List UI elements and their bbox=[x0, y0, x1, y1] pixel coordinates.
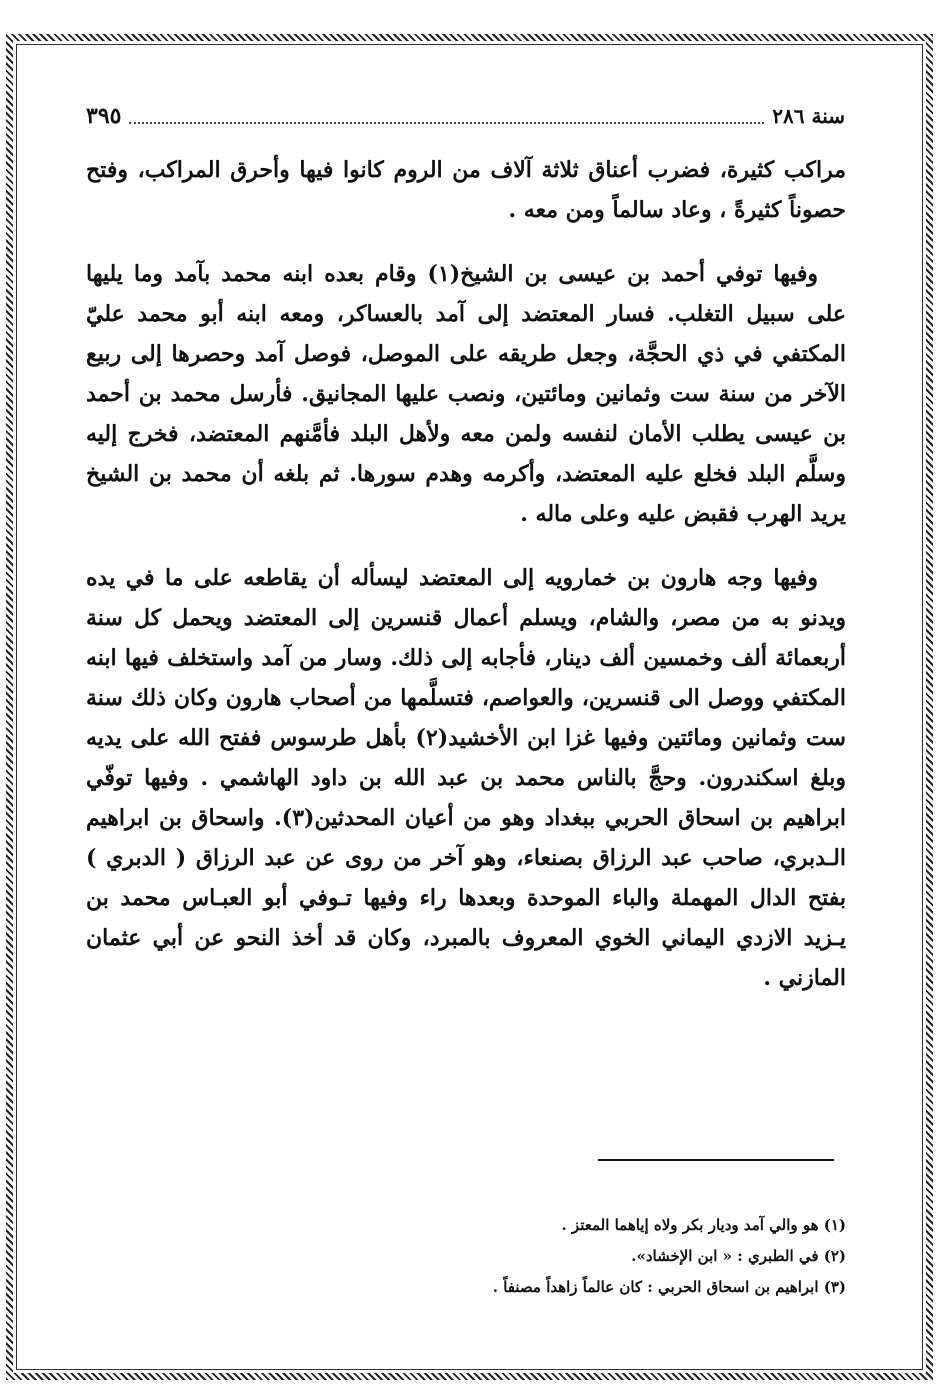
footnote-2: (٢) في الطبري : « ابن الإخشاد». bbox=[631, 1247, 846, 1265]
page-header bbox=[86, 96, 845, 136]
header-dotted-leader bbox=[129, 108, 764, 124]
paragraph-1: مراكب كثيرة، فضرب أعناق ثلاثة آلاف من الروم كانوا فيها وأحرق المراكب، وفتح حصوناً كثيرةً ، وعاد سالماً ومن معه . bbox=[86, 157, 846, 223]
footnote-1: (١) هو والي آمد وديار بكر ولاه إياهما المعتز . bbox=[561, 1216, 846, 1234]
main-text bbox=[86, 150, 846, 1022]
paragraph-3: وفيها وجه هارون بن خمارويه إلى المعتضد ليسأله أن يقاطعه على ما في يده ويدنو به من مصر، والشام، ويسلم أعمال قنسرين إلى المعتضد ويحمل كل سنة أربعمائة ألف وخمسين ألف دينار، فأجابه إلى ذلك. وسار من آمد واستخلف فيها ابنه المكتفي ووصل الى قنسرين، والعواصم، فتسلَّمها من أصحاب هارون وكان ذلك سنة ست وثمانين ومائتين وفيها غزا ابن الأخشيد(٢) بأهل طرسوس ففتح الله على يديه وبلغ اسكندرون. وحجَّ بالناس محمد بن عبد الله بن داود الهاشمي . وفيها توفّي ابراهيم بن اسحاق الحربي ببغداد وهو من أعيان المحدثين(٣). واسحاق بن ابراهيم الـدبري، صاحب عبد الرزاق بصنعاء، وهو آخر من روى عن عبد الرزاق ( الدبري ) بفتح الدال المهملة والباء الموحدة وبعدها راء وفيها تـوفي أبو العبـاس محمد بن يـزيد الازدي اليماني الخوي المعروف بالمبرد، وكان قد أخذ النحو عن أبي عثمان المازني . bbox=[86, 565, 846, 991]
footnote-separator bbox=[598, 1159, 834, 1161]
page-number: ٣٩٥ bbox=[86, 103, 122, 129]
footnote-3: (٣) ابراهيم بن اسحاق الحربي : كان عالماً زاهداً مصنفاً . bbox=[492, 1278, 846, 1296]
paragraph-2: وفيها توفي أحمد بن عيسى بن الشيخ(١) وقام بعده ابنه محمد بآمد وما يليها على سبيل التغلب. فسار المعتضد إلى آمد بالعساكر، ومعه ابنه أبو محمد عليّ المكتفي في ذي الحجَّة، وجعل طريقه على الموصل، فوصل آمد وحصرها إلى ربيع الآخر من سنة ست وثمانين ومائتين، ونصب عليها المجانيق. فأرسل محمد بن أحمد بن عيسى يطلب الأمان لنفسه ولمن معه ولأهل البلد فأمَّنهم المعتضد، فخرج إليه وسلَّم البلد فخلع عليه المعتضد، وأكرمه وهدم سورها. ثم بلغه أن محمد بن الشيخ يريد الهرب فقبض عليه وعلى ماله . bbox=[86, 261, 846, 527]
running-head-year: سنة ٢٨٦ bbox=[772, 104, 845, 128]
footnotes bbox=[90, 1210, 846, 1303]
